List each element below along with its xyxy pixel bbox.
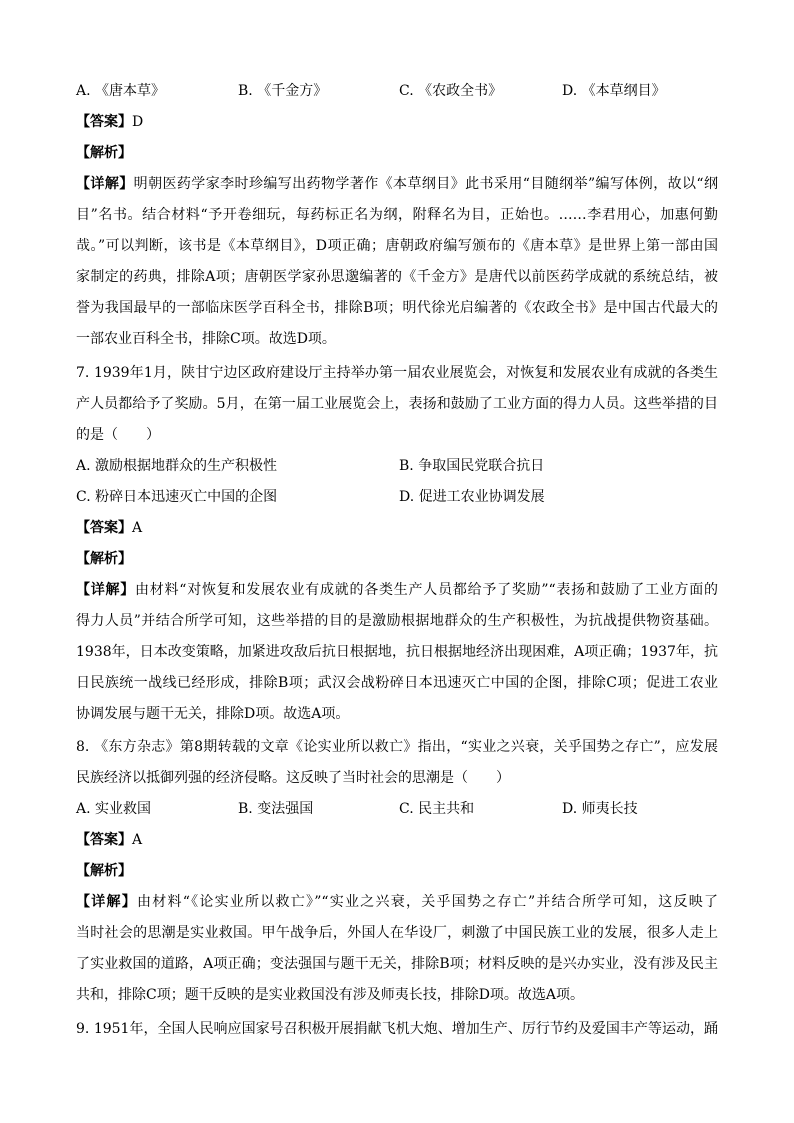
q7-option-a: A. 激励根据地群众的生产积极性: [76, 458, 278, 474]
q7-detail-line: 得力人员”并结合所学可知，这些举措的目的是激励根据地群众的生产积极性，为抗战提供物资基础。: [76, 613, 718, 629]
q7-option-d: D. 促进工农业协调发展: [399, 489, 545, 505]
answer-value: A: [132, 832, 143, 848]
q7-detail-line: 协调发展与题干无关，排除D项。故选A项。: [76, 706, 350, 722]
q8-stem-line: 8. 《东方杂志》第8期转载的文章《论实业所以救亡》指出，“实业之兴衰，关乎国势之存亡”，应发展: [76, 739, 718, 755]
q7-stem-line: 的是（ ）: [76, 427, 160, 443]
q8-detail-line: 了实业救国的道路，A项正确；变法强国与题干无关，排除B项；材料反映的是兴办实业，没有涉及民主: [76, 956, 718, 972]
detail-tag: 【详解】: [76, 176, 134, 192]
q8-stem-line: 民族经济以抵御列强的经济侵略。这反映了当时社会的思潮是（ ）: [76, 770, 510, 786]
q7-detail-line: 【详解】由材料“对恢复和发展农业有成就的各类生产人员都给予了奖励”“表扬和鼓励了工业方面的: [76, 582, 718, 598]
answer-value: A: [132, 520, 143, 536]
q8-detail-line: 共和，排除C项；题干反映的是实业救国没有涉及师夷长技，排除D项。故选A项。: [76, 987, 585, 1003]
q8-analysis-tag: [76, 861, 718, 881]
q8-option-a: A. 实业救国: [76, 801, 152, 817]
q6-answer: [76, 112, 718, 132]
q8-option-d: D. 师夷长技: [562, 801, 638, 817]
answer-tag: 【答案】: [76, 832, 132, 848]
q6-option-c: C. 《农政全书》: [399, 83, 503, 99]
answer-tag: 【答案】: [76, 520, 132, 536]
q8-detail-line: 当时社会的思潮是实业救国。甲午战争后，外国人在华设厂，刺激了中国民族工业的发展，很多人走上: [76, 925, 718, 941]
q7-detail-line: 1938年，日本改变策略，加紧进攻敌后抗日根据地，抗日根据地经济出现困难，A项正确；1937年，抗: [76, 644, 718, 660]
q8-answer: [76, 830, 718, 850]
q8-detail-line: 【详解】由材料“《论实业所以救亡》”“实业之兴衰，关乎国势之存亡”并结合所学可知，这反映了: [76, 894, 718, 910]
q6-option-a: A. 《唐本草》: [76, 83, 166, 99]
q6-detail-line: 目”名书。结合材料“予开卷细玩，每药标正名为纲，附释名为目，正始也。……李君用心，加惠何勤: [76, 207, 718, 223]
q7-stem-line: 7. 1939年1月，陕甘宁边区政府建设厅主持举办第一届农业展览会，对恢复和发展农业有成就的各类生: [76, 365, 718, 381]
analysis-tag: 【解析】: [76, 551, 132, 567]
q6-detail-line: 一部农业百科全书，排除C项。故选D项。: [76, 331, 336, 347]
q9-stem-line: 9. 1951年，全国人民响应国家号召积极开展捐献飞机大炮、增加生产、厉行节约及爱国丰产等运动，踊: [76, 1021, 718, 1037]
q7-stem-line: 产人员都给予了奖励。5月，在第一届工业展览会上，表扬和鼓励了工业方面的得力人员。这些举措的目: [76, 396, 718, 412]
q6-detail-line: 家制定的药典，排除A项；唐朝医学家孙思邈编著的《千金方》是唐代以前医药学成就的系统总结，被: [76, 269, 718, 285]
analysis-tag: 【解析】: [76, 145, 132, 161]
detail-tag: 【详解】: [76, 582, 136, 598]
q6-detail-line: 哉。”可以判断，该书是《本草纲目》，D项正确；唐朝政府编写颁布的《唐本草》是世界上第一部由国: [76, 238, 718, 254]
q8-option-c: C. 民主共和: [399, 801, 475, 817]
answer-value: D: [132, 114, 144, 130]
q7-answer: [76, 518, 718, 538]
analysis-tag: 【解析】: [76, 863, 132, 879]
detail-tag: 【详解】: [76, 894, 137, 910]
q6-detail-line: 【详解】明朝医药学家李时珍编写出药物学著作《本草纲目》此书采用“目随纲举”编写体例，故以“纲: [76, 176, 718, 192]
q8-option-b: B. 变法强国: [238, 801, 314, 817]
q7-analysis-tag: [76, 549, 718, 569]
q7-detail-line: 日民族统一战线已经形成，排除B项；武汉会战粉碎日本迅速灭亡中国的企图，排除C项；促进工农业: [76, 675, 718, 691]
q6-option-b: B. 《千金方》: [238, 83, 328, 99]
q7-option-b: B. 争取国民党联合抗日: [399, 458, 545, 474]
answer-tag: 【答案】: [76, 114, 132, 130]
q7-option-c: C. 粉碎日本迅速灭亡中国的企图: [76, 489, 278, 505]
q6-detail-line: 誉为我国最早的一部临床医学百科全书，排除B项；明代徐光启编著的《农政全书》是中国古代最大的: [76, 300, 718, 316]
q6-option-d: D. 《本草纲目》: [562, 83, 666, 99]
q6-analysis-tag: [76, 143, 718, 163]
